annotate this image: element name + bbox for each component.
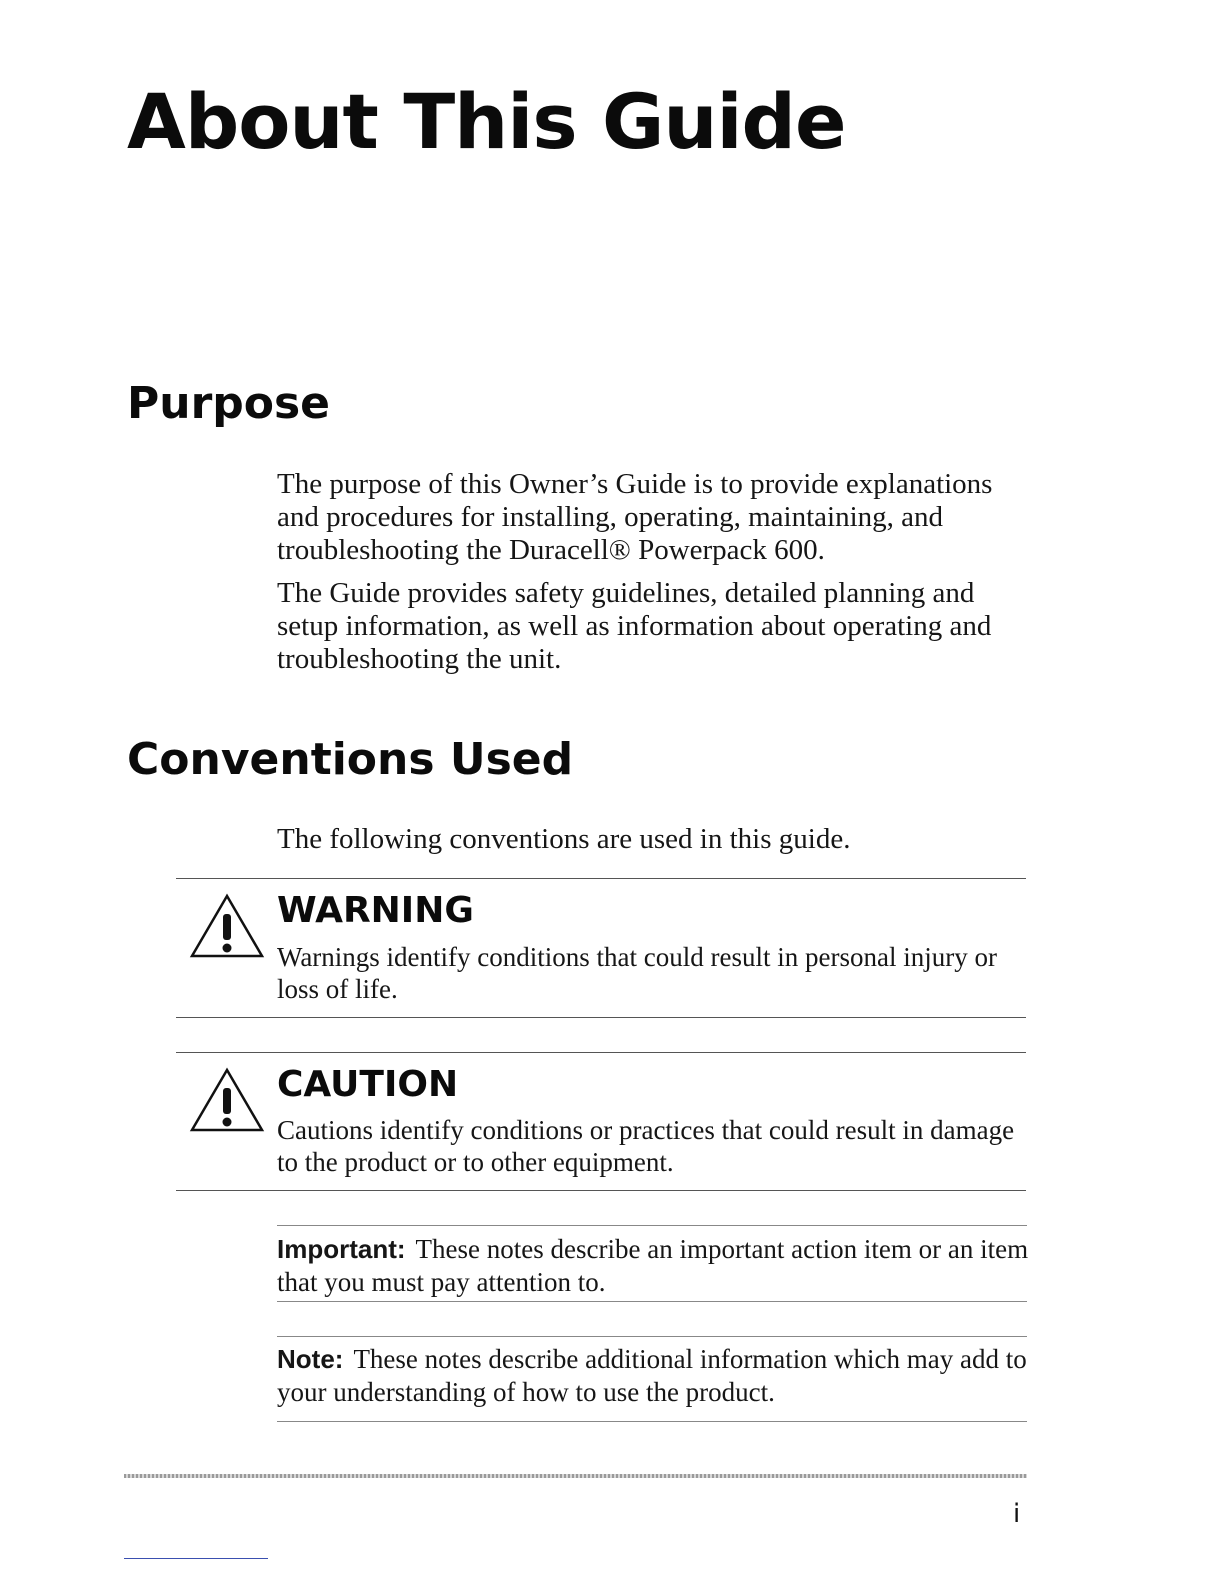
important-note <box>277 1233 1037 1299</box>
warning-top-rule <box>176 878 1026 879</box>
caution-text: Cautions identify conditions or practices that could result in damage to the product or to other equipment. <box>277 1115 1015 1177</box>
note-top-rule <box>277 1336 1027 1337</box>
important-text: These notes describe an important action item or an item that you must pay attention to. <box>277 1234 1029 1297</box>
note-bottom-rule <box>277 1421 1027 1422</box>
conventions-intro: The following conventions are used in this guide. <box>277 823 851 855</box>
important-top-rule <box>277 1225 1027 1226</box>
caution-bottom-rule <box>176 1190 1026 1191</box>
footer-rule <box>124 1474 1027 1478</box>
purpose-heading: Purpose <box>127 378 331 429</box>
purpose-paragraph-2: The Guide provides safety guidelines, detailed planning and setup information, as well as information about operating and troubleshooting the unit. <box>277 577 992 675</box>
important-bottom-rule <box>277 1301 1027 1302</box>
warning-text: Warnings identify conditions that could result in personal injury or loss of life. <box>277 942 997 1004</box>
warning-bottom-rule <box>176 1017 1026 1018</box>
caution-top-rule <box>176 1052 1026 1053</box>
page-number: i <box>1013 1499 1021 1529</box>
note-text: These notes describe additional information which may add to your understanding of how to use the product. <box>277 1344 1027 1407</box>
note-label: Note: <box>277 1344 344 1374</box>
important-label: Important: <box>277 1234 406 1264</box>
page-title: About This Guide <box>127 77 846 166</box>
purpose-paragraph-1: The purpose of this Owner’s Guide is to provide explanations and procedures for installing, operating, maintaining, and troubleshooting the Duracell® Powerpack 600. <box>277 468 993 566</box>
warning-triangle-icon <box>188 892 266 962</box>
conventions-heading: Conventions Used <box>127 734 574 785</box>
caution-title: CAUTION <box>277 1064 459 1105</box>
warning-title: WARNING <box>277 890 474 931</box>
corner-mark <box>124 1558 268 1559</box>
caution-triangle-icon <box>188 1066 266 1136</box>
note <box>277 1343 1037 1409</box>
